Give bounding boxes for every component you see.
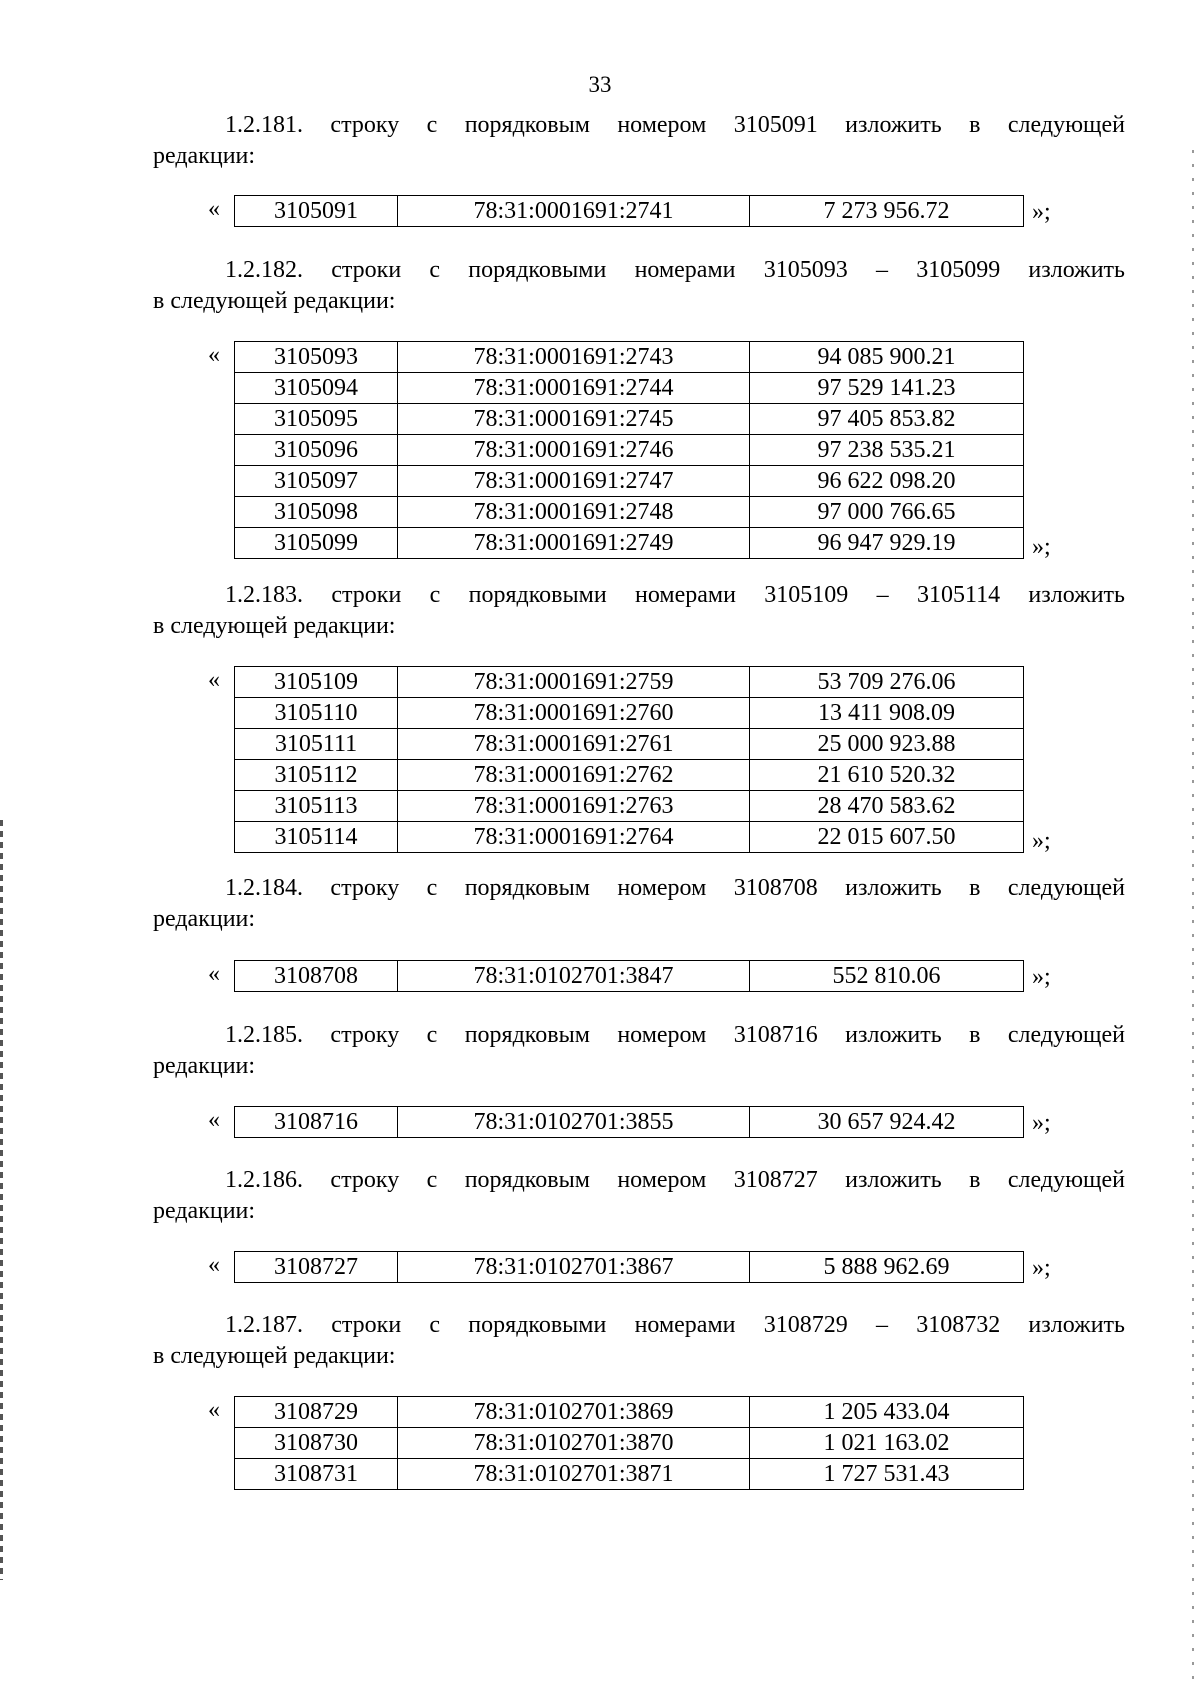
table-row: [235, 1252, 1024, 1283]
cell-value: 25 000 923.88: [750, 729, 1024, 760]
cell-order-number: 3108716: [235, 1107, 398, 1138]
paragraph-instruction: [153, 580, 1125, 642]
quote-close: »;: [1032, 1110, 1051, 1136]
scan-edge-left: [0, 820, 3, 1580]
quote-close: »;: [1032, 199, 1051, 225]
cell-order-number: 3108708: [235, 961, 398, 992]
table-row: [235, 497, 1024, 528]
quote-open: «: [208, 1252, 220, 1278]
quote-close: »;: [1032, 964, 1051, 990]
quote-open: «: [208, 667, 220, 693]
cell-cadastral-number: 78:31:0001691:2760: [398, 698, 750, 729]
cell-value: 30 657 924.42: [750, 1107, 1024, 1138]
cell-order-number: 3105114: [235, 822, 398, 853]
paragraph-instruction: [153, 1310, 1125, 1372]
cell-value: 97 405 853.82: [750, 404, 1024, 435]
cell-cadastral-number: 78:31:0001691:2743: [398, 342, 750, 373]
cell-cadastral-number: 78:31:0102701:3847: [398, 961, 750, 992]
cell-cadastral-number: 78:31:0001691:2746: [398, 435, 750, 466]
paragraph-instruction: [153, 1165, 1125, 1227]
table-row: [235, 1459, 1024, 1490]
cell-value: 53 709 276.06: [750, 667, 1024, 698]
data-table: [234, 960, 1024, 992]
data-table: [234, 1396, 1024, 1490]
table-row: [235, 822, 1024, 853]
paragraph-continuation: редакции:: [153, 143, 256, 169]
cell-order-number: 3105111: [235, 729, 398, 760]
cell-value: 5 888 962.69: [750, 1252, 1024, 1283]
table-row: [235, 698, 1024, 729]
table-row: [235, 729, 1024, 760]
paragraph-instruction: [153, 110, 1125, 172]
cell-cadastral-number: 78:31:0001691:2741: [398, 196, 750, 227]
table-row: [235, 196, 1024, 227]
cell-order-number: 3108729: [235, 1397, 398, 1428]
cell-cadastral-number: 78:31:0001691:2762: [398, 760, 750, 791]
table-row: [235, 667, 1024, 698]
quote-open: «: [208, 961, 220, 987]
cell-order-number: 3108730: [235, 1428, 398, 1459]
paragraph-first-line: 1.2.185. строку с порядковым номером 3108716 изложить в следующей: [225, 1022, 1125, 1048]
data-table: [234, 1251, 1024, 1283]
cell-order-number: 3108731: [235, 1459, 398, 1490]
cell-cadastral-number: 78:31:0001691:2745: [398, 404, 750, 435]
cell-order-number: 3105099: [235, 528, 398, 559]
cell-value: 21 610 520.32: [750, 760, 1024, 791]
cell-value: 96 947 929.19: [750, 528, 1024, 559]
data-table: [234, 666, 1024, 853]
cell-order-number: 3105109: [235, 667, 398, 698]
paragraph-continuation: редакции:: [153, 906, 256, 932]
cell-order-number: 3105093: [235, 342, 398, 373]
cell-order-number: 3105113: [235, 791, 398, 822]
table-row: [235, 404, 1024, 435]
quote-open: «: [208, 1107, 220, 1133]
table-row: [235, 466, 1024, 497]
paragraph-first-line: 1.2.181. строку с порядковым номером 3105091 изложить в следующей: [225, 112, 1125, 138]
paragraph-first-line: 1.2.186. строку с порядковым номером 3108727 изложить в следующей: [225, 1167, 1125, 1193]
quote-open: «: [208, 196, 220, 222]
table-row: [235, 1397, 1024, 1428]
cell-cadastral-number: 78:31:0102701:3871: [398, 1459, 750, 1490]
paragraph-first-line: 1.2.183. строки с порядковыми номерами 3105109 – 3105114 изложить: [225, 582, 1125, 608]
data-table: [234, 1106, 1024, 1138]
cell-value: 552 810.06: [750, 961, 1024, 992]
table-row: [235, 1107, 1024, 1138]
cell-cadastral-number: 78:31:0102701:3855: [398, 1107, 750, 1138]
scan-edge-right: [1192, 150, 1194, 1690]
paragraph-instruction: [153, 1020, 1125, 1082]
paragraph-first-line: 1.2.182. строки с порядковыми номерами 3105093 – 3105099 изложить: [225, 257, 1125, 283]
cell-value: 28 470 583.62: [750, 791, 1024, 822]
cell-cadastral-number: 78:31:0001691:2761: [398, 729, 750, 760]
cell-cadastral-number: 78:31:0001691:2763: [398, 791, 750, 822]
cell-cadastral-number: 78:31:0001691:2748: [398, 497, 750, 528]
quote-open: «: [208, 1397, 220, 1423]
cell-value: 1 021 163.02: [750, 1428, 1024, 1459]
cell-value: 97 238 535.21: [750, 435, 1024, 466]
cell-value: 13 411 908.09: [750, 698, 1024, 729]
paragraph-instruction: [153, 255, 1125, 317]
cell-value: 7 273 956.72: [750, 196, 1024, 227]
cell-cadastral-number: 78:31:0001691:2747: [398, 466, 750, 497]
page-number: 33: [588, 72, 612, 97]
quote-open: «: [208, 342, 220, 368]
table-row: [235, 528, 1024, 559]
table-row: [235, 435, 1024, 466]
paragraph-continuation: в следующей редакции:: [153, 288, 396, 314]
paragraph-instruction: [153, 873, 1125, 935]
quote-close: »;: [1032, 827, 1051, 854]
table-row: [235, 1428, 1024, 1459]
paragraph-continuation: в следующей редакции:: [153, 1343, 396, 1369]
table-row: [235, 961, 1024, 992]
table-row: [235, 373, 1024, 404]
cell-order-number: 3105098: [235, 497, 398, 528]
cell-value: 1 205 433.04: [750, 1397, 1024, 1428]
cell-value: 94 085 900.21: [750, 342, 1024, 373]
data-table: [234, 341, 1024, 559]
paragraph-continuation: в следующей редакции:: [153, 613, 396, 639]
cell-cadastral-number: 78:31:0001691:2764: [398, 822, 750, 853]
cell-order-number: 3105097: [235, 466, 398, 497]
table-row: [235, 791, 1024, 822]
quote-close: »;: [1032, 534, 1051, 560]
cell-cadastral-number: 78:31:0102701:3869: [398, 1397, 750, 1428]
cell-value: 22 015 607.50: [750, 822, 1024, 853]
cell-order-number: 3105110: [235, 698, 398, 729]
paragraph-continuation: редакции:: [153, 1198, 256, 1224]
data-table: [234, 195, 1024, 227]
cell-order-number: 3105112: [235, 760, 398, 791]
cell-order-number: 3105091: [235, 196, 398, 227]
cell-order-number: 3108727: [235, 1252, 398, 1283]
paragraph-first-line: 1.2.184. строку с порядковым номером 3108708 изложить в следующей: [225, 875, 1125, 901]
cell-value: 97 529 141.23: [750, 373, 1024, 404]
cell-value: 96 622 098.20: [750, 466, 1024, 497]
paragraph-continuation: редакции:: [153, 1053, 256, 1079]
cell-cadastral-number: 78:31:0102701:3870: [398, 1428, 750, 1459]
quote-close: »;: [1032, 1255, 1051, 1281]
cell-order-number: 3105095: [235, 404, 398, 435]
cell-order-number: 3105096: [235, 435, 398, 466]
cell-value: 1 727 531.43: [750, 1459, 1024, 1490]
cell-cadastral-number: 78:31:0001691:2744: [398, 373, 750, 404]
paragraph-first-line: 1.2.187. строки с порядковыми номерами 3108729 – 3108732 изложить: [225, 1312, 1125, 1338]
table-row: [235, 760, 1024, 791]
cell-cadastral-number: 78:31:0001691:2759: [398, 667, 750, 698]
cell-cadastral-number: 78:31:0001691:2749: [398, 528, 750, 559]
cell-order-number: 3105094: [235, 373, 398, 404]
table-row: [235, 342, 1024, 373]
cell-cadastral-number: 78:31:0102701:3867: [398, 1252, 750, 1283]
cell-value: 97 000 766.65: [750, 497, 1024, 528]
